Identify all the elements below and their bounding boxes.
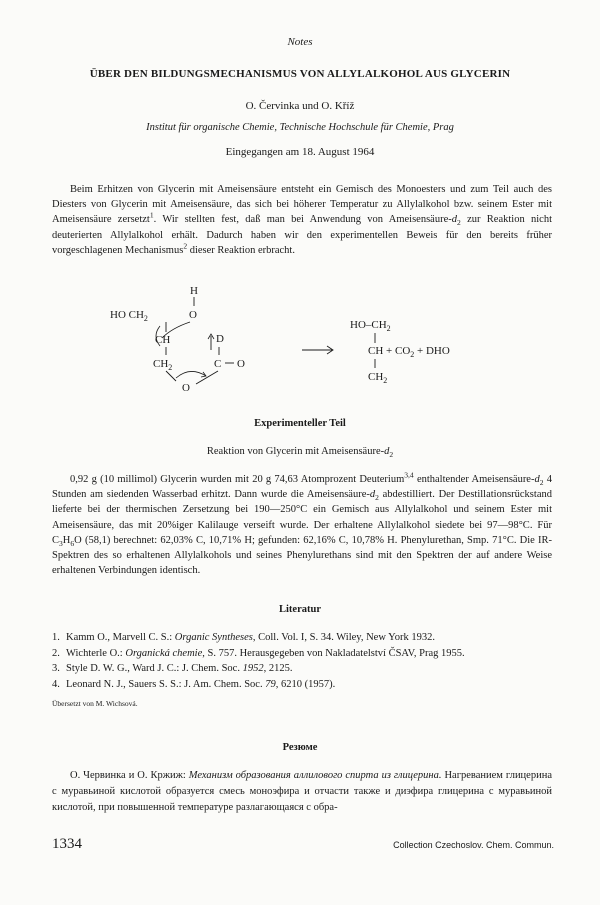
- citation-1: 1: [149, 210, 154, 220]
- reference-list: [52, 630, 562, 692]
- atom-d: D: [216, 333, 224, 345]
- reference-item: 2. Wichterle O.: Organická chemie, S. 757. Herausgegeben von Nakladatelství ČSAV, Prag 1955.: [52, 647, 465, 659]
- product-ch2: $CH_2$: [368, 371, 388, 385]
- reaction-scheme: [110, 284, 530, 404]
- atom-h: H: [190, 285, 198, 297]
- reference-item: 4. Leonard N. J., Sauers S. S.: J. Am. Chem. Soc. 79, 6210 (1957).: [52, 678, 336, 690]
- literature-heading: Literatur: [279, 604, 321, 615]
- group-ho-ch2: HO $CH_2$: [110, 309, 148, 323]
- atom-c: C: [214, 358, 222, 370]
- product-ch-co2: CH + $CO_2$ + DHO: [368, 345, 450, 359]
- resume-paragraph: О. Червинка и О. Кржиж: Механизм образования аллилового спирта из глицерина. Нагреванием глицерина с муравьиной кислотой образуется смесь моноэфира и отчасти также и диэфира глицерина с муравьиной кислотой, при повышенной температуре разлагающаяся с обра-: [52, 770, 552, 813]
- running-head: Notes: [287, 36, 313, 48]
- atom-o-right: O: [237, 358, 245, 370]
- translator-note: Übersetzt von M. Wichsová.: [52, 699, 138, 708]
- citation-2: 2: [183, 241, 188, 251]
- authors: O. Červinka und O. Kříž: [245, 100, 355, 112]
- affiliation: Institut für organische Chemie, Technische Hochschule für Chemie, Prag: [146, 122, 454, 133]
- article-title: ÜBER DEN BILDUNGSMECHANISMUS VON ALLYLALKOHOL AUS GLYCERIN: [89, 68, 511, 80]
- product-ho-ch2: $HO-CH_2$: [350, 319, 391, 333]
- page-number: 1334: [52, 836, 82, 852]
- reference-item: 1. Kamm O., Marvell C. S.: Organic Syntheses, Coll. Vol. I, S. 34. Wiley, New York 1932.: [52, 632, 435, 643]
- journal-name: Collection Czechoslov. Chem. Commun.: [393, 840, 554, 850]
- group-ch2: $CH_2$: [153, 358, 173, 372]
- group-ch: CH: [155, 334, 171, 346]
- reference-item: 3. Style D. W. G., Ward J. C.: J. Chem. Soc. 1952, 2125.: [52, 663, 293, 674]
- received-date: Eingegangen am 18. August 1964: [225, 146, 375, 158]
- atom-o-bottom: O: [182, 382, 190, 394]
- abstract-paragraph: Beim Erhitzen von Glycerin mit Ameisensäure entsteht ein Gemisch des Monoesters und zum Teil auch des Diesters von Glycerin mit Ameisensäure, das sich bei höherer Temperatur zu Allylalkohol bzw. seinem Ester mit Ameisensäure zersetzt$^1$. Wir stellten fest, daß man bei Anwendung von Ameisensäure-$d_2$ zur Reaktion nicht deuterierten Allylalkohol erhält. Dadurch haben wir den experimentellen Beweis für den bereits früher vorgeschlagenen Mechanismus$^2$ dieser Reaktion erbracht.: [52, 184, 552, 256]
- experimental-paragraph: 0,92 g (10 millimol) Glycerin wurden mit 20 g 74,63 Atomprozent Deuterium$^{3,4}$ enthaltender Ameisensäure-$d_2$ 4 Stunden am siedenden Wasserbad erhitzt. Dann wurde die Ameisensäure-$d_2$ abdestilliert. Der Destillationsrückstand lieferte bei der thermischen Zersetzung bei 190—250°C ein Gemisch aus Allylalkohol und seinem Ester mit Ameisensäure, das mit 20%iger Kalilauge verseift wurde. Der erhaltene Allylalkohol siedete bei 97—98°C. Für $C_3H_6O$ (58,1) berechnet: 62,03% C, 10,71% H; gefunden: 62,16% C, 10,78% H. Phenylurethan, Smp. 71°C. Die IR-Spektren des so erhaltenen Allylalkohols und seines Phenylurethans sind mit den Spektren der auf andere Weise erhaltenen Verbindungen identisch.: [52, 470, 552, 577]
- resume-heading: Резюме: [282, 742, 318, 753]
- experimental-heading: Experimenteller Teil: [254, 418, 346, 429]
- experimental-subtitle: Reaktion von Glycerin mit Ameisensäure-$d_2$: [206, 446, 394, 460]
- citation-3-4: 3,4: [404, 470, 414, 480]
- atom-o-top: O: [189, 309, 197, 321]
